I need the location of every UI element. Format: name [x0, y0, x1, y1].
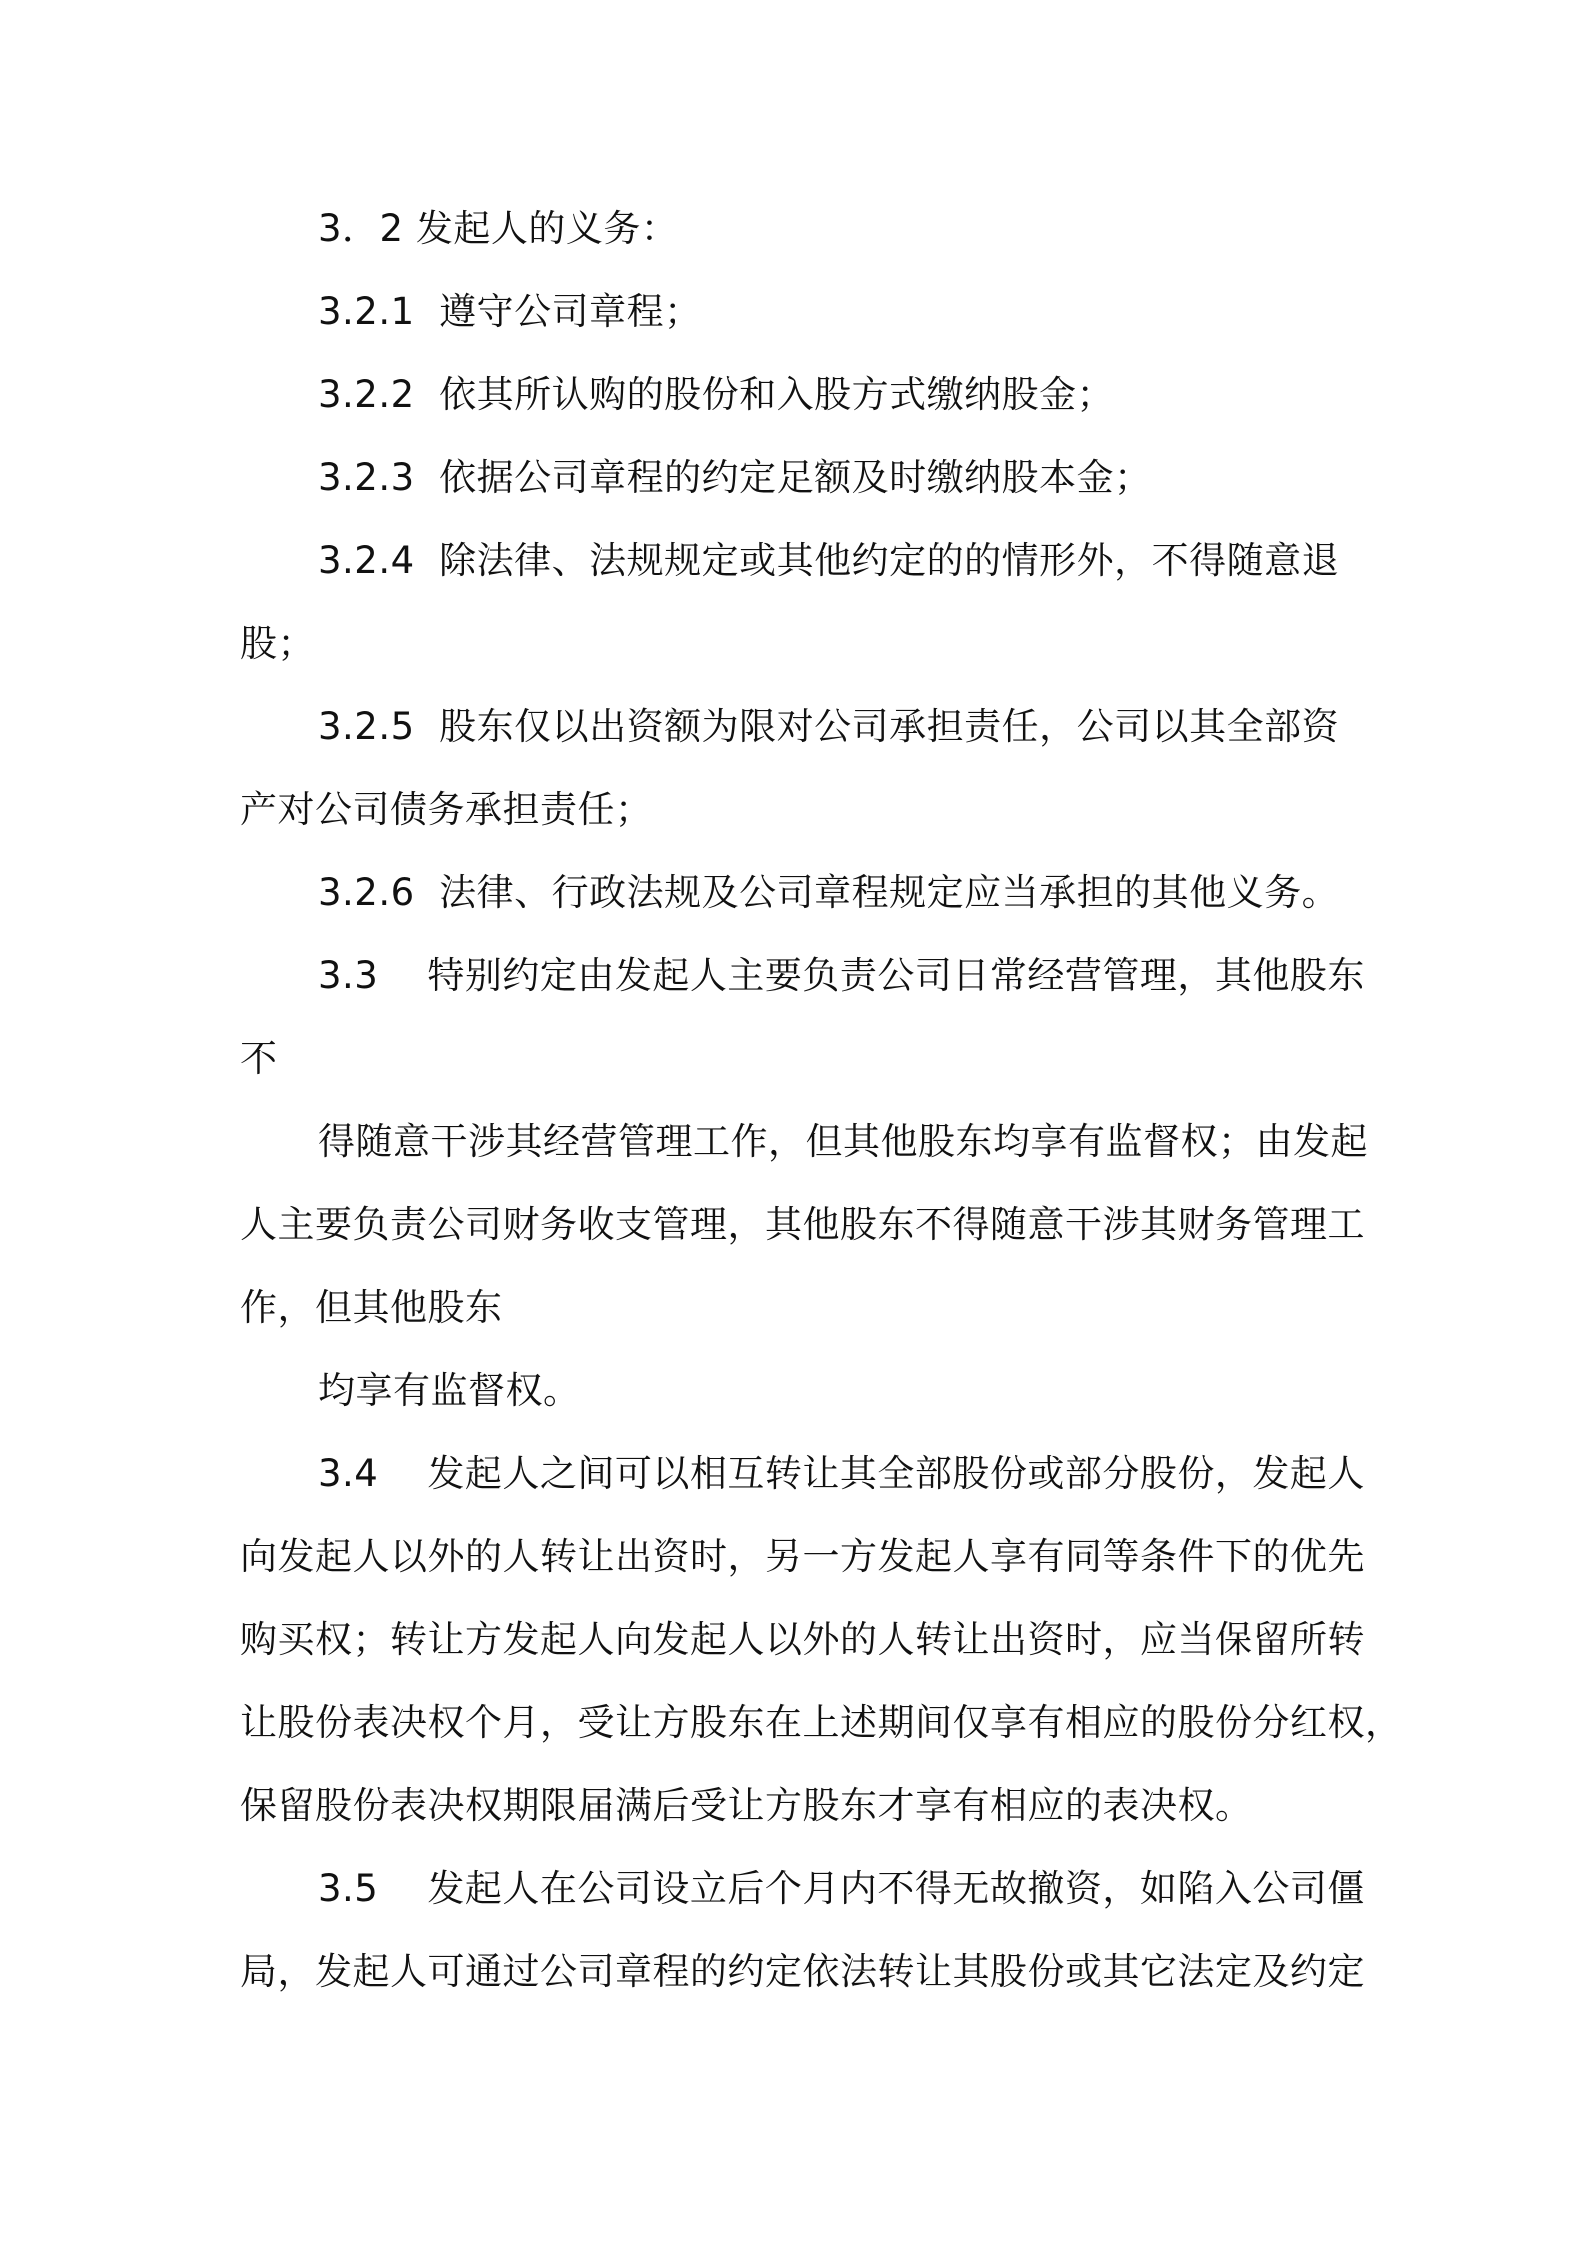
clause-3-3-cont-2: 得随意干涉其经营管理工作，但其他股东均享有监督权；由发起 — [318, 1120, 1368, 1163]
clause-3-4-cont-3: 让股份表决权个月，受让方股东在上述期间仅享有相应的股份分红权， — [240, 1701, 1403, 1744]
clause-3-2-4: 3.2.4 除法律、法规规定或其他约定的的情形外，不得随意退 — [318, 539, 1340, 582]
clause-3-2-2: 3.2.2 依其所认购的股份和入股方式缴纳股金； — [318, 373, 1115, 416]
clause-3-2-1: 3.2.1 遵守公司章程； — [318, 290, 702, 333]
clause-3-2-5-cont: 产对公司债务承担责任； — [240, 788, 653, 831]
clause-3-2-6: 3.2.6 法律、行政法规及公司章程规定应当承担的其他义务。 — [318, 871, 1340, 914]
clause-3-5-cont-1: 局，发起人可通过公司章程的约定依法转让其股份或其它法定及约定 — [240, 1950, 1365, 1993]
clause-3-2-4-cont: 股； — [240, 622, 315, 665]
section-heading-3-2: 3．2 发起人的义务： — [318, 207, 679, 250]
clause-3-3-cont-5: 均享有监督权。 — [318, 1369, 581, 1412]
clause-3-5: 3.5 发起人在公司设立后个月内不得无故撤资，如陷入公司僵 — [318, 1867, 1365, 1910]
clause-3-4-cont-1: 向发起人以外的人转让出资时，另一方发起人享有同等条件下的优先 — [240, 1535, 1365, 1578]
clause-3-2-5: 3.2.5 股东仅以出资额为限对公司承担责任，公司以其全部资 — [318, 705, 1340, 748]
clause-3-3: 3.3 特别约定由发起人主要负责公司日常经营管理，其他股东 — [318, 954, 1365, 997]
clause-3-2-3: 3.2.3 依据公司章程的约定足额及时缴纳股本金； — [318, 456, 1152, 499]
clause-3-4-cont-4: 保留股份表决权期限届满后受让方股东才享有相应的表决权。 — [240, 1784, 1253, 1827]
clause-3-4: 3.4 发起人之间可以相互转让其全部股份或部分股份，发起人 — [318, 1452, 1365, 1495]
clause-3-3-cont-1: 不 — [240, 1037, 278, 1080]
clause-3-4-cont-2: 购买权；转让方发起人向发起人以外的人转让出资时，应当保留所转 — [240, 1618, 1365, 1661]
clause-3-3-cont-4: 作，但其他股东 — [240, 1286, 503, 1329]
clause-3-3-cont-3: 人主要负责公司财务收支管理，其他股东不得随意干涉其财务管理工 — [240, 1203, 1365, 1246]
